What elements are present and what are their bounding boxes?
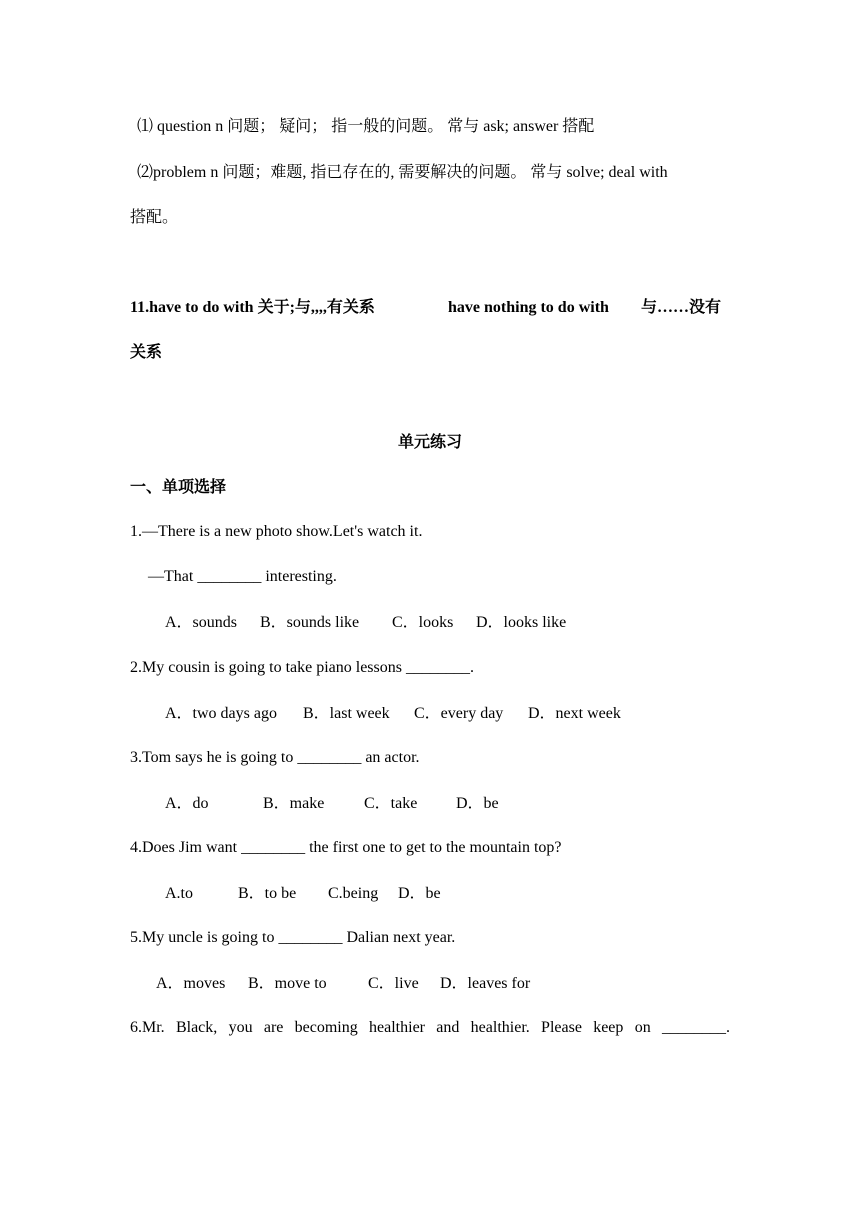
question-6-stem <box>130 1018 730 1038</box>
question-1-option-a: A．sounds <box>165 614 238 631</box>
question-1-stem: 1.—There is a new photo show.Let's watch it. <box>130 523 423 540</box>
part-title: 一、单项选择 <box>130 479 227 496</box>
question-2-stem: 2.My cousin is going to take piano lessons ________. <box>130 659 474 676</box>
question-3-option-a: A．do <box>165 795 209 812</box>
phrase-meaning: 与……没有 <box>641 299 722 316</box>
question-4-option-b: B．to be <box>238 885 297 902</box>
note-question: ⑴ question n 问题； 疑问； 指一般的问题。 常与 ask; answer 搭配 <box>137 118 595 135</box>
question-2-option-a: A．two days ago <box>165 705 277 722</box>
question-6-word: ________. <box>661 1019 730 1036</box>
question-3-stem: 3.Tom says he is going to ________ an actor. <box>130 749 420 766</box>
question-4-option-c: C.being <box>328 885 379 902</box>
question-5-option-d: D．leaves for <box>440 975 531 992</box>
question-4-stem: 4.Does Jim want ________ the first one to get to the mountain top? <box>130 839 562 856</box>
question-3-option-b: B．make <box>263 795 325 812</box>
question-6-word: becoming <box>294 1019 358 1036</box>
question-5-option-c: C．live <box>368 975 419 992</box>
question-6-word: 6.Mr. <box>130 1019 165 1036</box>
question-2-option-d: D．next week <box>528 705 621 722</box>
question-3-option-d: D．be <box>456 795 499 812</box>
section-title: 单元练习 <box>397 434 462 451</box>
phrase-have-nothing-to-do-with: have nothing to do with <box>448 299 609 316</box>
note-problem-1: ⑵problem n 问题；难题, 指已存在的, 需要解决的问题。 常与 solve; deal with <box>137 164 668 181</box>
question-1-option-d: D．looks like <box>476 614 567 631</box>
question-2-option-b: B．last week <box>303 705 390 722</box>
phrase-line-2: 关系 <box>130 344 163 361</box>
question-2-option-c: C．every day <box>414 705 504 722</box>
question-1-option-b: B．sounds like <box>260 614 360 631</box>
question-6-word: healthier <box>369 1019 425 1036</box>
question-6-word: Please <box>541 1019 582 1036</box>
question-6-word: healthier. <box>470 1019 530 1036</box>
question-6-word: are <box>263 1019 284 1036</box>
question-6-word: and <box>436 1019 460 1036</box>
question-6-word: on <box>634 1019 651 1036</box>
phrase-have-to-do-with: 11.have to do with 关于;与,,,,有关系 <box>130 299 375 316</box>
note-problem-2: 搭配。 <box>130 209 179 226</box>
question-1-response: —That ________ interesting. <box>148 568 337 585</box>
question-3-option-c: C．take <box>364 795 418 812</box>
question-1-option-c: C．looks <box>392 614 454 631</box>
question-4-option-a: A.to <box>165 885 193 902</box>
question-5-option-b: B．move to <box>248 975 327 992</box>
question-4-option-d: D．be <box>398 885 441 902</box>
question-6-word: you <box>228 1019 253 1036</box>
question-5-option-a: A．moves <box>156 975 226 992</box>
question-5-stem: 5.My uncle is going to ________ Dalian next year. <box>130 929 456 946</box>
question-6-word: Black, <box>175 1019 218 1036</box>
question-6-word: keep <box>593 1019 624 1036</box>
